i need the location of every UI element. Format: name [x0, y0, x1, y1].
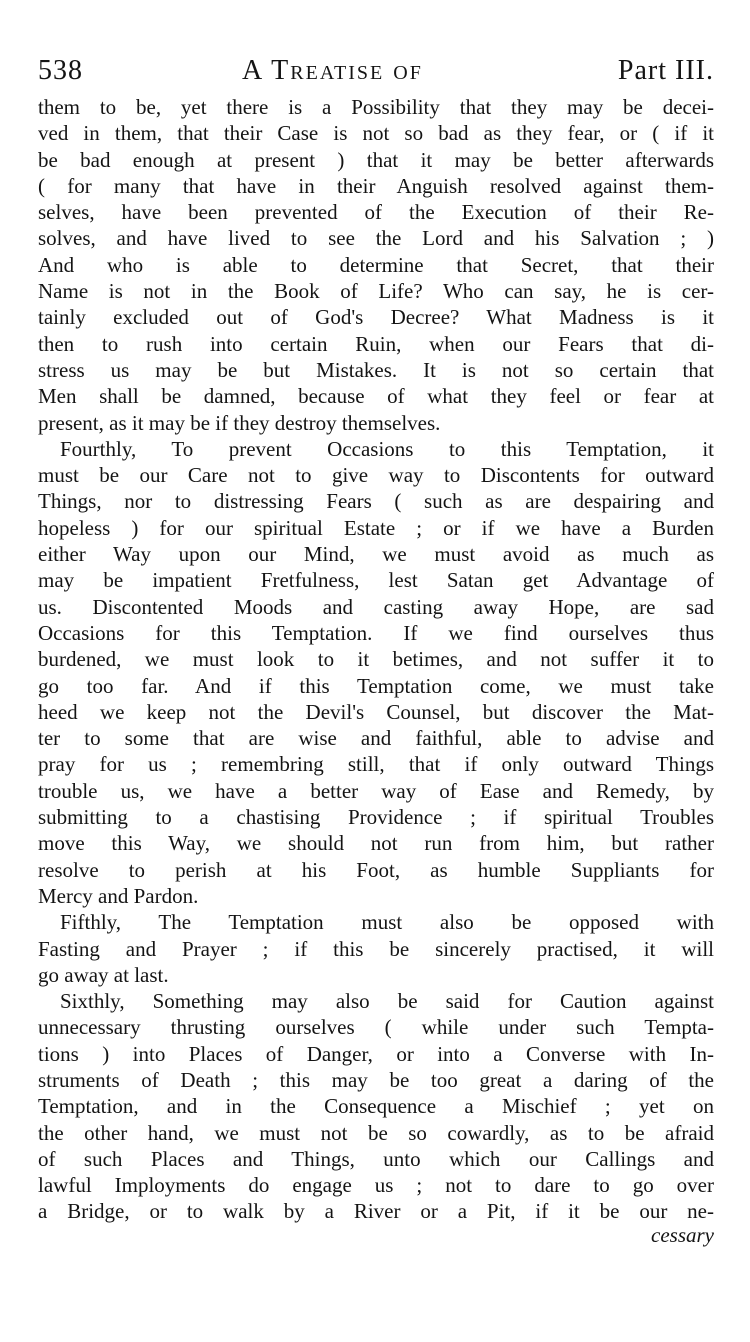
- text-line: move this Way, we should not run from him, but rather: [38, 831, 714, 856]
- text-line: either Way upon our Mind, we must avoid as much as: [38, 542, 714, 567]
- text-line: selves, have been prevented of the Execution of their Re-: [38, 200, 714, 225]
- text-line: us. Discontented Moods and casting away Hope, are sad: [38, 594, 714, 619]
- text-line: of such Places and Things, unto which our Callings and: [38, 1146, 714, 1171]
- text-line: then to rush into certain Ruin, when our Fears that di-: [38, 331, 714, 356]
- part-label: Part III.: [617, 55, 714, 86]
- text-line: stress us may be but Mistakes. It is not so certain that: [38, 357, 714, 382]
- text-line: hopeless ) for our spiritual Estate ; or if we have a Burden: [38, 515, 714, 540]
- text-line: trouble us, we have a better way of Ease and Remedy, by: [38, 778, 714, 803]
- text-line: solves, and have lived to see the Lord and his Salvation ; ): [38, 226, 714, 251]
- text-line: pray for us ; remembring still, that if only outward Things: [38, 752, 714, 777]
- text-line: burdened, we must look to it betimes, and not suffer it to: [38, 647, 714, 672]
- text-line: Sixthly, Something may also be said for Caution against: [60, 989, 714, 1014]
- text-line: be bad enough at present ) that it may be better afterwards: [38, 147, 714, 172]
- text-line: Occasions for this Temptation. If we find ourselves thus: [38, 620, 714, 645]
- text-line: tions ) into Places of Danger, or into a Converse with In-: [38, 1041, 714, 1066]
- text-line: tainly excluded out of God's Decree? What Madness is it: [38, 305, 714, 330]
- text-line: them to be, yet there is a Possibility that they may be decei-: [38, 95, 714, 119]
- running-title: A Treatise of: [242, 55, 423, 86]
- text-line: the other hand, we must not be so cowardly, as to be afraid: [38, 1120, 714, 1145]
- text-line: Fifthly, The Temptation must also be opposed with: [60, 910, 714, 935]
- text-line: ( for many that have in their Anguish resolved against them-: [38, 173, 714, 198]
- text-line: go away at last.: [38, 962, 169, 987]
- catchword: cessary: [651, 1223, 714, 1247]
- text-line: ter to some that are wise and faithful, able to advise and: [38, 726, 714, 751]
- text-line: Things, nor to distressing Fears ( such as are despairing and: [38, 489, 714, 514]
- page-header: [38, 50, 714, 92]
- text-line: a Bridge, or to walk by a River or a Pit, if it be our ne-: [38, 1199, 714, 1224]
- text-line: And who is able to determine that Secret, that their: [38, 252, 714, 277]
- text-line: ved in them, that their Case is not so bad as they fear, or ( if it: [38, 121, 714, 146]
- text-line: Men shall be damned, because of what they feel or fear at: [38, 384, 714, 409]
- text-line: unnecessary thrusting ourselves ( while under such Tempta-: [38, 1015, 714, 1040]
- text-line: resolve to perish at his Foot, as humble Suppliants for: [38, 857, 714, 882]
- text-line: Name is not in the Book of Life? Who can say, he is cer-: [38, 279, 714, 304]
- text-line: struments of Death ; this may be too great a daring of the: [38, 1067, 714, 1092]
- text-line: Fasting and Prayer ; if this be sincerely practised, it will: [38, 936, 714, 961]
- text-line: go too far. And if this Temptation come, we must take: [38, 673, 714, 698]
- text-line: present, as it may be if they destroy themselves.: [38, 410, 441, 435]
- text-line: heed we keep not the Devil's Counsel, but discover the Mat-: [38, 699, 714, 724]
- body-text: [38, 94, 714, 1225]
- text-line: Temptation, and in the Consequence a Mischief ; yet on: [38, 1094, 714, 1119]
- text-line: Fourthly, To prevent Occasions to this Temptation, it: [60, 436, 714, 461]
- text-line: must be our Care not to give way to Discontents for outward: [38, 463, 714, 488]
- text-line: lawful Imployments do engage us ; not to dare to go over: [38, 1173, 714, 1198]
- text-line: Mercy and Pardon.: [38, 883, 199, 908]
- text-line: submitting to a chastising Providence ; if spiritual Troubles: [38, 805, 714, 830]
- text-line: may be impatient Fretfulness, lest Satan get Advantage of: [38, 568, 714, 593]
- page-number: 538: [38, 55, 83, 86]
